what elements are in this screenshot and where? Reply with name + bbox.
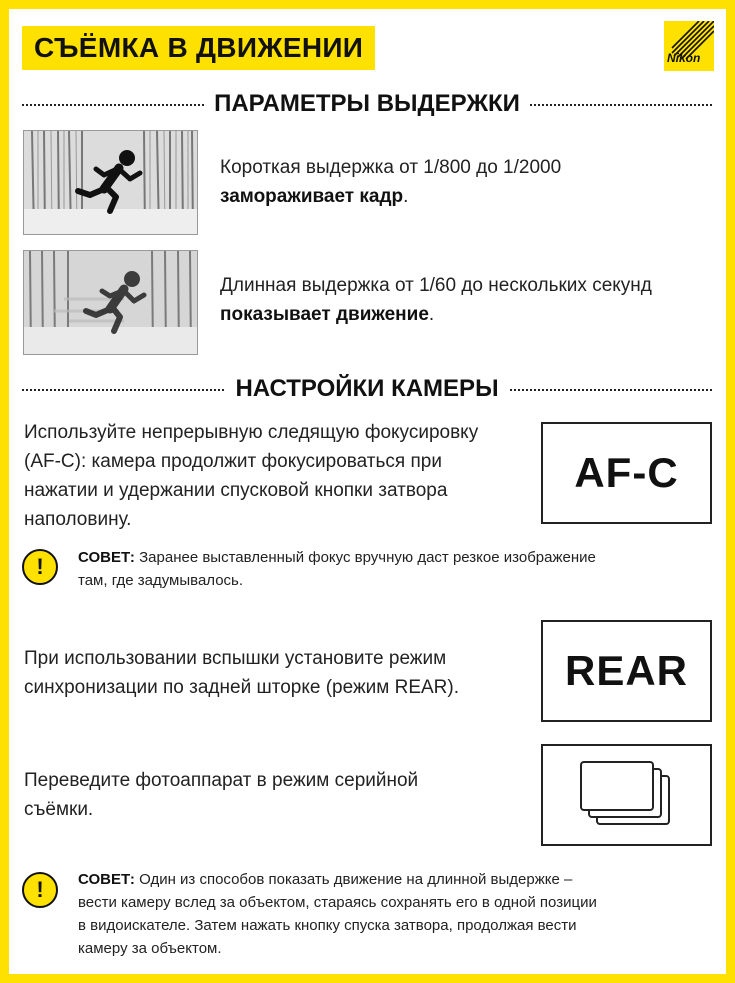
rear-description: При использовании вспышки установите режим синхронизации по задней шторке (режим REAR). — [24, 648, 460, 698]
shutter-long-text: Длинная выдержка от 1/60 до нескольких секунд показывает движение. — [220, 275, 652, 325]
page-title-text: СЪЁМКА В ДВИЖЕНИИ — [34, 32, 364, 63]
warning-icon: ! — [22, 549, 58, 585]
afc-mode-box — [541, 422, 712, 524]
section-shutter — [22, 90, 712, 120]
afc-description: Используйте непрерывную следящую фокусировку (AF-C): камера продолжит фокусироваться при нажатии и удержании спусковой кнопки затвора наполовину. — [24, 422, 479, 530]
burst-frames-icon — [577, 760, 677, 830]
burst-description: Переведите фотоаппарат в режим серийной съёмки. — [24, 770, 419, 820]
nikon-logo — [664, 21, 714, 71]
rear-mode-box — [541, 620, 712, 722]
section-camera — [22, 375, 712, 405]
tip-1-label: СОВЕТ: — [78, 549, 135, 566]
tip-1: СОВЕТ: Заранее выставленный фокус вручную даст резкое изображение там, где задумывалось. — [78, 549, 596, 589]
section-shutter-title: ПАРАМЕТРЫ ВЫДЕРЖКИ — [204, 90, 530, 117]
tip-2: СОВЕТ: Один из способов показать движение на длинной выдержке – вести камеру вслед за объектом, стараясь сохранять его в одной позиции в видоискателе. Затем нажать кнопку спуска затвора, продолжая вести камеру за объектом. — [78, 871, 597, 957]
section-camera-title: НАСТРОЙКИ КАМЕРЫ — [225, 375, 508, 402]
photo-frozen-runner — [23, 130, 198, 235]
photo-blurred-runner — [23, 250, 198, 355]
shutter-long-bold: показывает движение — [220, 304, 429, 325]
shutter-short-text: Короткая выдержка от 1/800 до 1/2000 замораживает кадр. — [220, 157, 562, 207]
tip-2-label: СОВЕТ: — [78, 871, 135, 888]
shutter-short-bold: замораживает кадр — [220, 186, 404, 207]
logo-text: Nikon — [667, 51, 701, 65]
burst-mode-box — [541, 744, 712, 846]
afc-mode-label: AF-C — [574, 449, 679, 496]
page-title — [22, 26, 375, 70]
rear-mode-label: REAR — [564, 647, 688, 694]
warning-icon: ! — [22, 872, 58, 908]
